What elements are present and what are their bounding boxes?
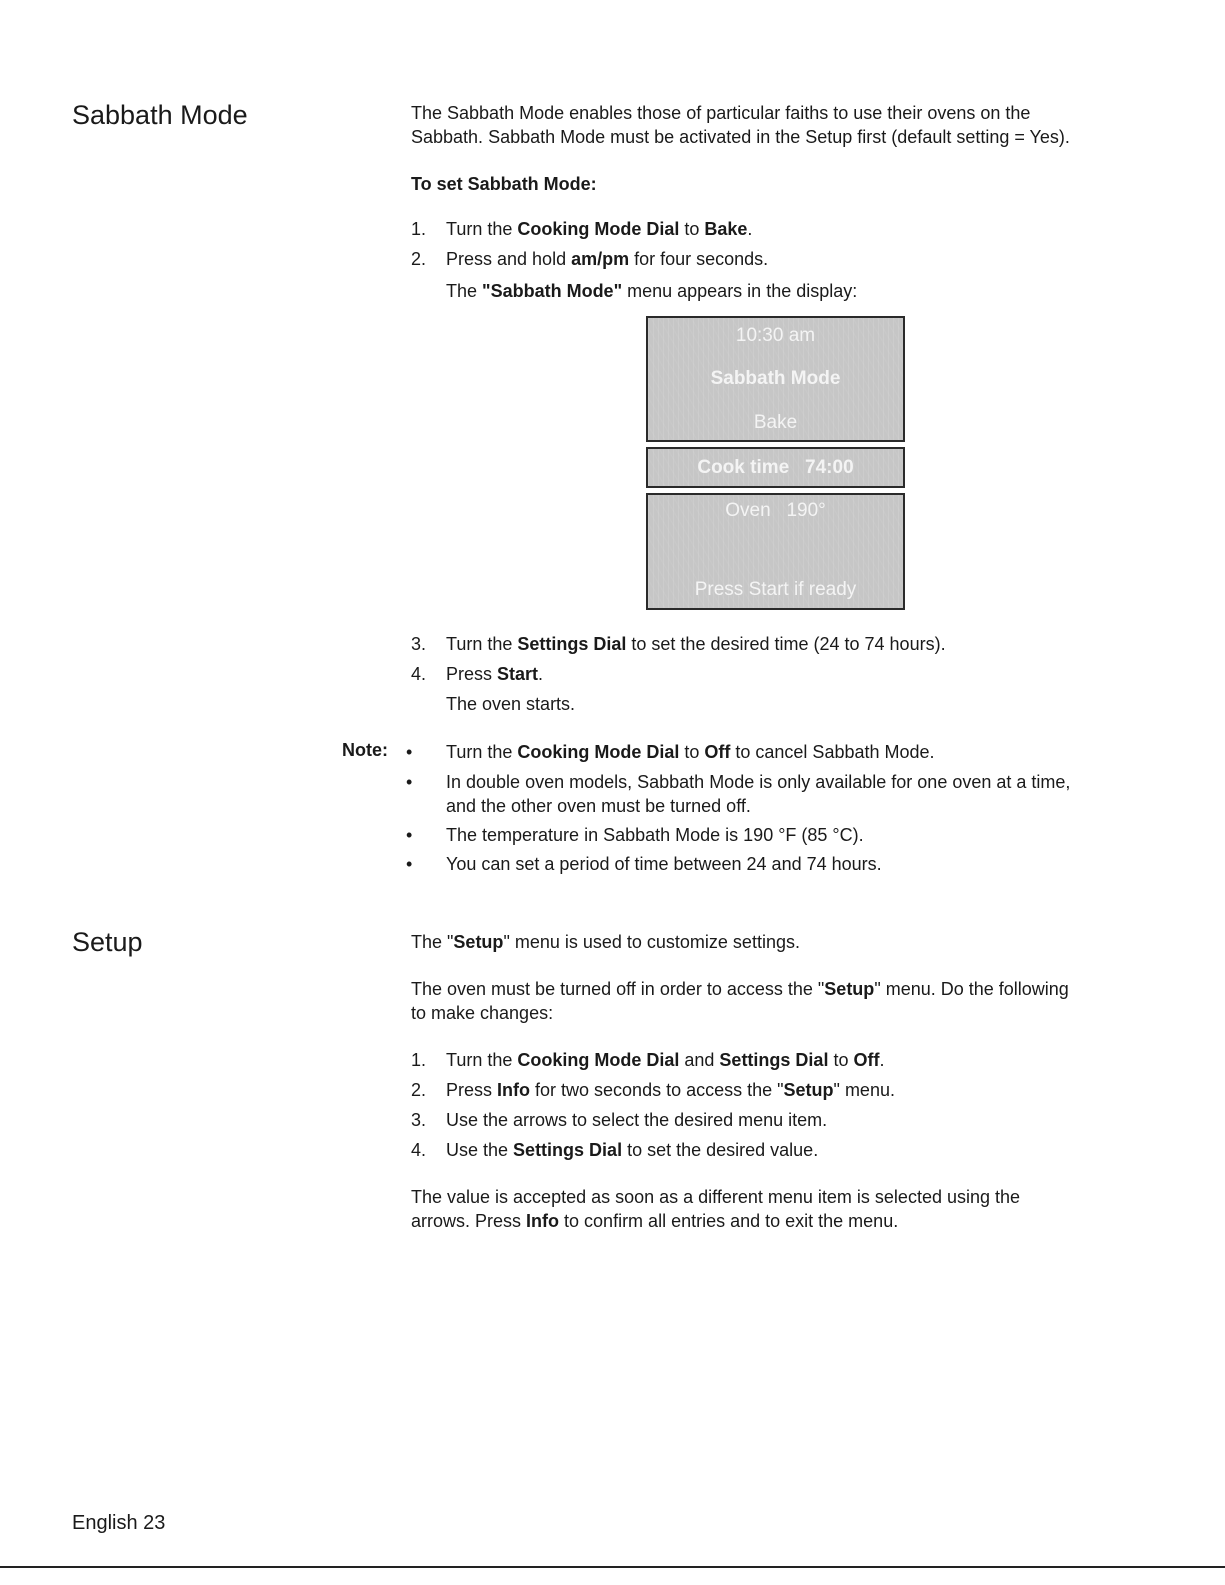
setup-p1: The "Setup" menu is used to customize settings. bbox=[411, 932, 800, 952]
note-label: Note: bbox=[342, 740, 388, 760]
bullet-icon: • bbox=[406, 742, 413, 762]
setup-p3: The value is accepted as soon as a different menu item is selected using the arrows. Press Info to confirm all entries and to exit the menu. bbox=[411, 1187, 1021, 1231]
display-cook-time: Cook time 74:00 bbox=[697, 457, 854, 478]
bullet-icon: • bbox=[406, 772, 413, 792]
bullet-icon: • bbox=[406, 854, 413, 874]
display-mode: Bake bbox=[753, 412, 798, 433]
oven-starts-text: The oven starts. bbox=[446, 694, 576, 714]
display-panel-selected bbox=[646, 447, 905, 488]
setup-p2: The oven must be turned off in order to access the "Setup" menu. Do the following to make changes: bbox=[411, 979, 1069, 1023]
bottom-rule bbox=[0, 1566, 1225, 1568]
sabbath-intro: The Sabbath Mode enables those of particular faiths to use their ovens on the Sabbath. Sabbath Mode must be activated in the Setup first (default setting = Yes). bbox=[411, 103, 1070, 147]
oven-display bbox=[646, 316, 905, 610]
display-prompt: Press Start if ready bbox=[694, 579, 857, 600]
display-panel-bottom bbox=[646, 493, 905, 610]
menu-appears-text: The "Sabbath Mode" menu appears in the display: bbox=[446, 281, 858, 301]
display-oven-temp: Oven 190° bbox=[725, 500, 826, 521]
display-panel-top bbox=[646, 316, 905, 442]
bullet-icon: • bbox=[406, 825, 413, 845]
display-title: Sabbath Mode bbox=[710, 368, 841, 389]
section-heading-setup: Setup bbox=[72, 927, 143, 957]
page-footer: English 23 bbox=[72, 1512, 166, 1534]
display-time: 10:30 am bbox=[735, 325, 816, 346]
section-heading-sabbath: Sabbath Mode bbox=[72, 100, 248, 130]
sabbath-subheading: To set Sabbath Mode: bbox=[411, 174, 597, 194]
